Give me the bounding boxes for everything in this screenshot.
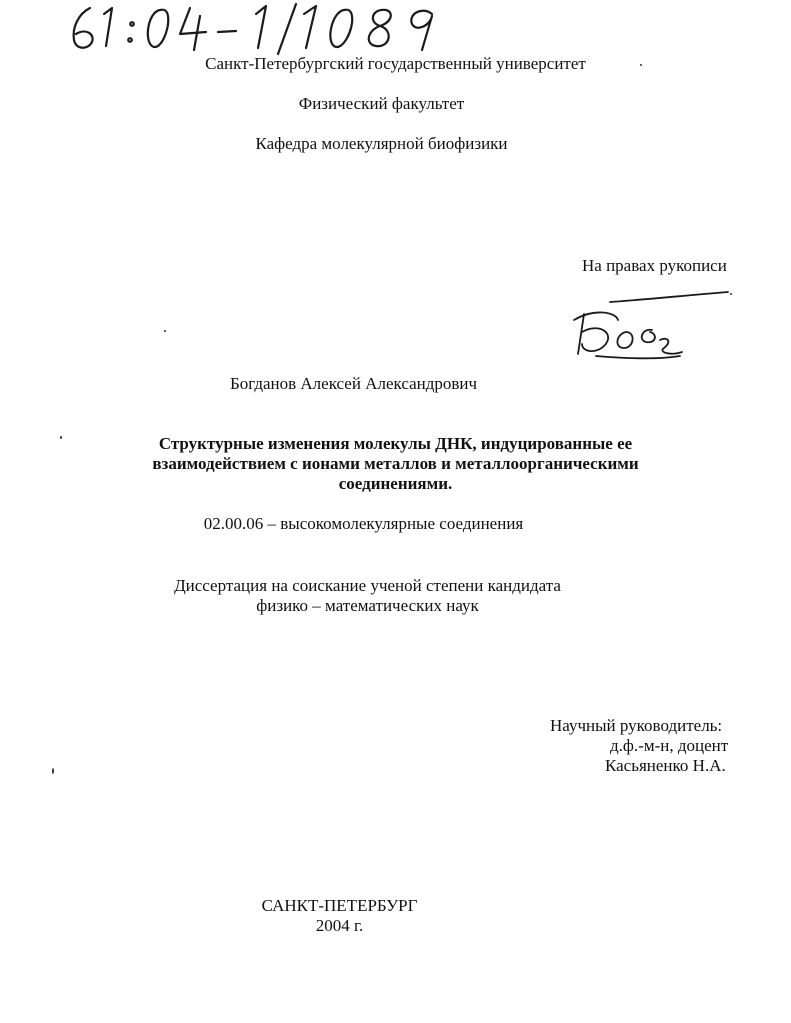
- thesis-title-line: взаимодействием с ионами металлов и металлоорганическими: [152, 454, 639, 473]
- faculty-name: Физический факультет: [298, 94, 465, 113]
- supervisor-degree: д.ф.-м-н, доцент: [610, 736, 729, 755]
- manuscript-rights-note: На правах рукописи: [582, 256, 727, 275]
- year: 2004 г.: [315, 916, 364, 935]
- supervisor-label: Научный руководитель:: [550, 716, 723, 735]
- thesis-title-line: Структурные изменения молекулы ДНК, индуцированные ее: [158, 434, 633, 453]
- author-signature: [560, 282, 750, 372]
- scan-speck: [52, 768, 54, 774]
- author-name: Богданов Алексей Александрович: [229, 374, 478, 393]
- university-name: Санкт-Петербургский государственный университет: [205, 54, 586, 73]
- degree-statement-line: Диссертация на соискание ученой степени кандидата: [174, 576, 561, 595]
- handwritten-archive-code: [60, 0, 450, 62]
- scan-speck: [164, 330, 166, 332]
- city: САНКТ-ПЕТЕРБУРГ: [261, 896, 418, 915]
- thesis-title-line: соединениями.: [338, 474, 453, 493]
- specialty-code: 02.00.06 – высокомолекулярные соединения: [203, 514, 524, 533]
- supervisor-name: Касьяненко Н.А.: [605, 756, 726, 775]
- department-name: Кафедра молекулярной биофизики: [255, 134, 508, 153]
- degree-statement-line: физико – математических наук: [256, 596, 479, 615]
